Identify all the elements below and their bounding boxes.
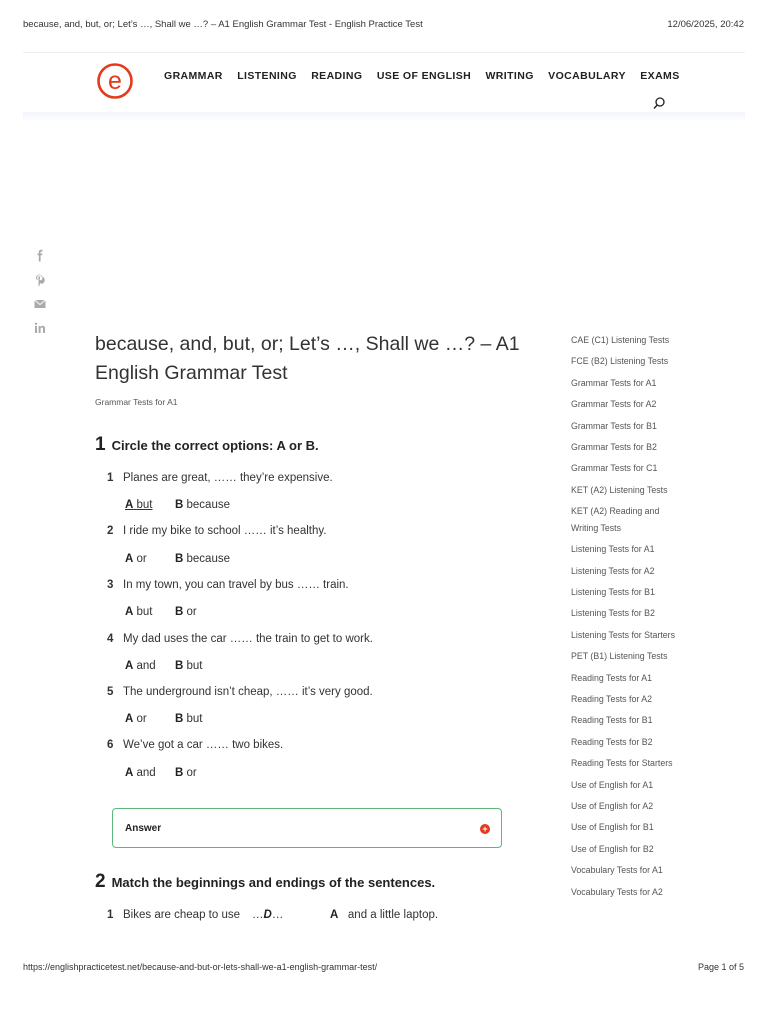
question-2 <box>107 525 326 537</box>
answer-accordion[interactable] <box>112 808 502 848</box>
sidebar-link[interactable]: Reading Tests for Starters <box>571 758 673 769</box>
question-number: 4 <box>107 633 114 645</box>
nav-writing[interactable]: WRITING <box>485 70 534 82</box>
match-ending-a: A and a little laptop. <box>330 909 439 921</box>
question-number: 3 <box>107 579 114 591</box>
sidebar-link[interactable]: Listening Tests for A2 <box>571 565 655 576</box>
option-a[interactable]: A or <box>125 713 147 725</box>
sidebar-link[interactable]: Vocabulary Tests for A1 <box>571 865 663 876</box>
nav-use-of-english[interactable]: USE OF ENGLISH <box>376 70 472 82</box>
match-beginning: Bikes are cheap to use <box>123 909 240 921</box>
sidebar-link[interactable]: Grammar Tests for A2 <box>571 399 657 410</box>
answer-label[interactable]: Answer <box>125 823 162 834</box>
print-page-number: Page 1 of 5 <box>697 962 744 972</box>
match-answer: …D… <box>252 909 284 921</box>
header-divider <box>23 52 745 53</box>
option-b[interactable]: B but <box>175 713 203 725</box>
nav-reading[interactable]: READING <box>311 70 363 82</box>
sidebar-categories <box>571 332 681 905</box>
option-b[interactable]: B or <box>175 606 197 618</box>
nav-grammar[interactable]: GRAMMAR <box>164 70 223 82</box>
question-4 <box>107 633 373 645</box>
sidebar-link[interactable]: Reading Tests for B1 <box>571 715 653 726</box>
sidebar-link[interactable]: Listening Tests for Starters <box>571 629 675 640</box>
question-5 <box>107 686 373 698</box>
sidebar-link[interactable]: CAE (C1) Listening Tests <box>571 335 670 345</box>
question-number: 5 <box>107 686 114 698</box>
question-text: We’ve got a car …… two bikes. <box>123 739 284 751</box>
nav-exams[interactable]: EXAMS <box>640 70 680 82</box>
question-number: 6 <box>107 739 114 751</box>
expand-plus-icon[interactable]: + <box>480 824 490 834</box>
logo-letter: e <box>108 67 122 95</box>
nav-vocabulary[interactable]: VOCABULARY <box>548 70 626 82</box>
post-category-link[interactable]: Grammar Tests for A1 <box>95 397 178 407</box>
site-logo[interactable] <box>96 62 134 100</box>
option-b[interactable]: B or <box>175 767 197 779</box>
main-nav <box>164 70 680 82</box>
question-text: My dad uses the car …… the train to get to work. <box>123 633 373 645</box>
email-icon[interactable] <box>33 297 47 311</box>
sidebar-link[interactable]: Grammar Tests for A1 <box>571 377 657 388</box>
search-icon[interactable] <box>652 96 666 110</box>
option-a[interactable]: A or <box>125 553 147 565</box>
linkedin-icon[interactable] <box>33 321 47 335</box>
sidebar-link[interactable]: Reading Tests for B2 <box>571 736 653 747</box>
question-1 <box>107 472 333 484</box>
section-1-heading <box>95 434 319 456</box>
question-text: The underground isn’t cheap, …… it’s very good. <box>123 686 373 698</box>
option-b[interactable]: B but <box>175 660 203 672</box>
question-text: In my town, you can travel by bus …… train. <box>123 579 349 591</box>
option-a[interactable]: A and <box>125 767 156 779</box>
question-number: 1 <box>107 909 114 921</box>
nav-listening[interactable]: LISTENING <box>237 70 297 82</box>
sidebar-link[interactable]: Use of English for B2 <box>571 843 654 854</box>
sidebar-link[interactable]: KET (A2) Listening Tests <box>571 484 668 495</box>
sidebar-link[interactable]: Listening Tests for A1 <box>571 544 655 555</box>
section-2-number: 2 <box>95 871 106 892</box>
print-datetime: 12/06/2025, 20:42 <box>667 19 744 30</box>
sidebar-link[interactable]: Grammar Tests for C1 <box>571 463 658 474</box>
section-1-number: 1 <box>95 434 106 455</box>
question-6 <box>107 739 283 751</box>
header-shadow <box>23 112 745 122</box>
facebook-icon[interactable] <box>33 249 47 263</box>
sidebar-link[interactable]: Use of English for B1 <box>571 822 654 833</box>
page-title: because, and, but, or; Let’s …, Shall we …? – A1 English Grammar Test <box>95 333 520 384</box>
sidebar-link[interactable]: KET (A2) Reading and Writing Tests <box>571 506 660 533</box>
section-1-instruction: Circle the correct options: A or B. <box>111 438 319 453</box>
question-3 <box>107 579 349 591</box>
question-text: I ride my bike to school …… it’s healthy. <box>123 525 327 537</box>
sidebar-link[interactable]: Grammar Tests for B1 <box>571 420 657 431</box>
section-2-heading <box>95 871 435 893</box>
sidebar-link[interactable]: Reading Tests for A2 <box>571 694 653 705</box>
option-a[interactable]: A but <box>125 499 153 511</box>
question-number: 2 <box>107 525 114 537</box>
question-text: Planes are great, …… they’re expensive. <box>123 472 333 484</box>
print-page-title: because, and, but, or; Let’s …, Shall we …? – A1 English Grammar Test - English Practice Test <box>23 19 423 30</box>
print-url: https://englishpracticetest.net/because-and-but-or-lets-shall-we-a1-english-grammar-test/ <box>23 962 378 972</box>
sidebar-link[interactable]: Reading Tests for A1 <box>571 672 653 683</box>
sidebar-link[interactable]: Use of English for A1 <box>571 779 654 790</box>
option-a[interactable]: A and <box>125 660 156 672</box>
option-a[interactable]: A but <box>125 606 153 618</box>
option-b[interactable]: B because <box>175 553 230 565</box>
sidebar-link[interactable]: FCE (B2) Listening Tests <box>571 356 669 367</box>
sidebar-link[interactable]: Grammar Tests for B2 <box>571 441 657 452</box>
match-item-1 <box>107 909 240 921</box>
pinterest-icon[interactable] <box>33 273 47 287</box>
sidebar-link[interactable]: Vocabulary Tests for A2 <box>571 886 663 897</box>
section-2-instruction: Match the beginnings and endings of the sentences. <box>111 875 436 890</box>
sidebar-link[interactable]: Listening Tests for B2 <box>571 608 655 619</box>
option-b[interactable]: B because <box>175 499 230 511</box>
sidebar-link[interactable]: Use of English for A2 <box>571 801 654 811</box>
sidebar-link[interactable]: PET (B1) Listening Tests <box>571 651 668 662</box>
sidebar-link[interactable]: Listening Tests for B1 <box>571 587 655 598</box>
question-number: 1 <box>107 472 114 484</box>
